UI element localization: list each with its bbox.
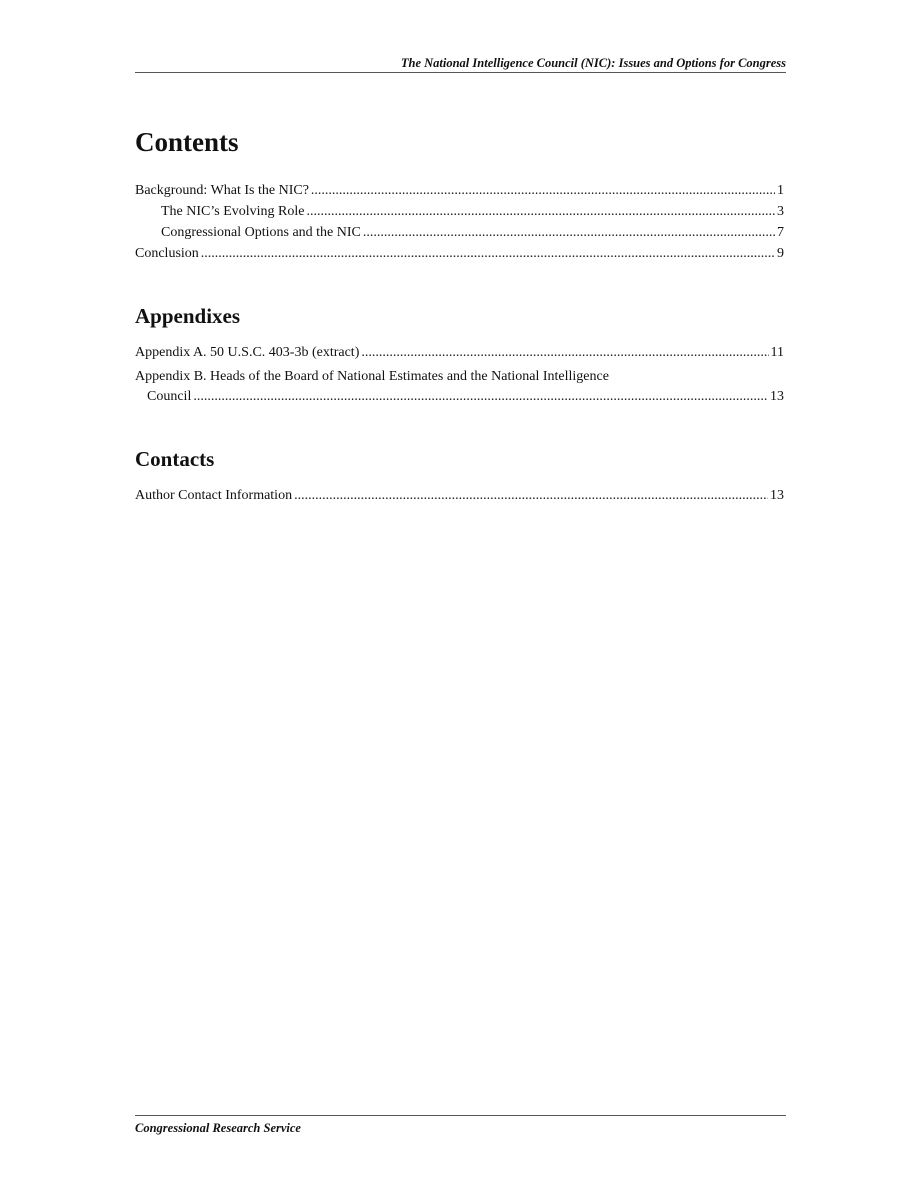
- toc-entry-conclusion[interactable]: [135, 243, 784, 264]
- dot-leader: [193, 386, 768, 407]
- toc-entry-appendix-b[interactable]: [135, 367, 784, 407]
- toc-entry-page: 9: [777, 246, 784, 261]
- appendixes-section: [135, 302, 784, 407]
- toc-entry-title: Appendix A. 50 U.S.C. 403-3b (extract): [135, 345, 360, 360]
- toc-entry-title-line1: Appendix B. Heads of the Board of National Estimates and the National Intelligence: [135, 369, 609, 384]
- footer-text: Congressional Research Service: [135, 1121, 301, 1135]
- contacts-section: [135, 445, 784, 506]
- toc-entry-page: 11: [770, 345, 784, 360]
- contents-section: [135, 122, 784, 264]
- toc-entry-evolving-role[interactable]: [135, 201, 784, 222]
- toc-entry-appendix-a[interactable]: [135, 342, 784, 363]
- toc-entry-title-line2: Council: [147, 389, 192, 404]
- toc-entry-title: Congressional Options and the NIC: [161, 225, 361, 240]
- toc-entry-page: 13: [770, 488, 784, 503]
- toc-entry-title: Author Contact Information: [135, 488, 293, 503]
- toc-entry-page: 13: [770, 389, 784, 404]
- contacts-heading: Contacts: [135, 447, 215, 471]
- dot-leader: [307, 201, 776, 222]
- contents-heading: Contents: [135, 127, 239, 157]
- dot-leader: [311, 180, 775, 201]
- toc-entry-congressional-options[interactable]: [135, 222, 784, 243]
- toc-entry-background[interactable]: [135, 180, 784, 201]
- running-header: [135, 55, 786, 73]
- dot-leader: [361, 342, 768, 363]
- toc-entry-page: 7: [777, 225, 784, 240]
- toc-entry-continuation: [135, 386, 784, 407]
- dot-leader: [201, 243, 775, 264]
- table-of-contents: [135, 122, 784, 544]
- running-header-title: The National Intelligence Council (NIC): Issues and Options for Congress: [400, 56, 786, 70]
- dot-leader: [294, 485, 768, 506]
- toc-entry-title: The NIC’s Evolving Role: [161, 204, 305, 219]
- toc-entry-page: 1: [777, 183, 784, 198]
- toc-entry-title: Background: What Is the NIC?: [135, 183, 309, 198]
- toc-entry-page: 3: [777, 204, 784, 219]
- dot-leader: [363, 222, 775, 243]
- running-footer: [135, 1115, 786, 1137]
- appendixes-heading: Appendixes: [135, 304, 241, 328]
- toc-entry-author-contact[interactable]: [135, 485, 784, 506]
- toc-entry-title: Conclusion: [135, 246, 199, 261]
